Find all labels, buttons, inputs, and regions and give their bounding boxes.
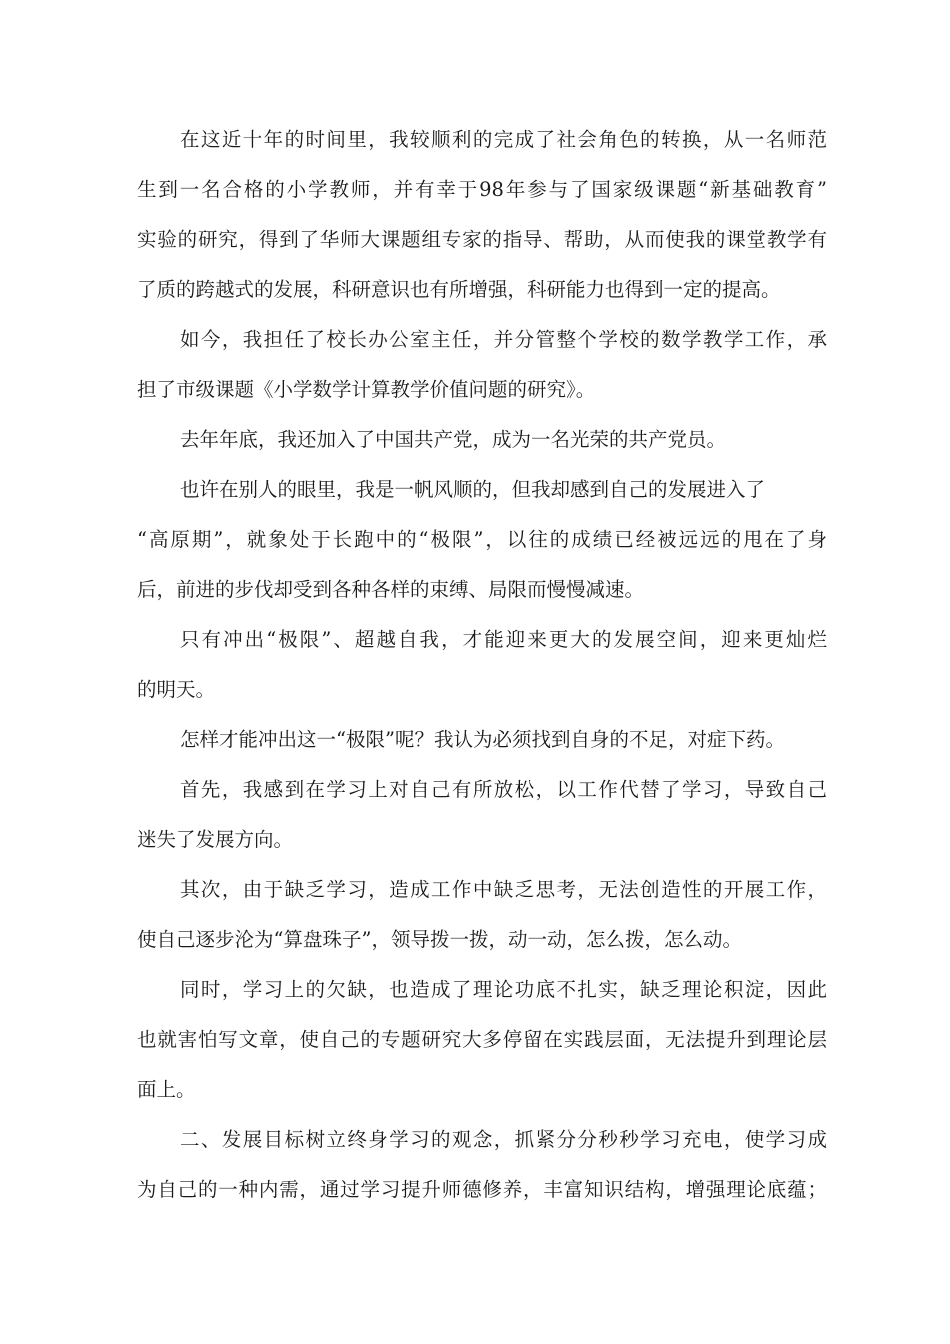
text-line: 后，前进的步伐却受到各种各样的束缚、局限而慢慢减速。 xyxy=(137,578,645,601)
text-line: 如今，我担任了校长办公室主任，并分管整个学校的数学教学工作，承 xyxy=(180,328,827,351)
text-line: 为自己的一种内需，通过学习提升师德修养，丰富知识结构，增强理论底蕴； xyxy=(137,1178,827,1201)
text-line: 其次，由于缺乏学习，造成工作中缺乏思考，无法创造性的开展工作， xyxy=(180,878,827,901)
text-line: 二、发展目标树立终身学习的观念，抓紧分分秒秒学习充电，使学习成 xyxy=(180,1128,827,1151)
text-line: 的明天。 xyxy=(137,678,216,701)
text-line: 怎样才能冲出这一“极限”呢？我认为必须找到自身的不足，对症下药。 xyxy=(180,728,785,751)
text-line: 了质的跨越式的发展，科研意识也有所增强，科研能力也得到一定的提高。 xyxy=(137,278,781,301)
text-line: 担了市级课题《小学数学计算教学价值问题的研究》。 xyxy=(137,378,596,401)
text-line: 也就害怕写文章，使自己的专题研究大多停留在实践层面，无法提升到理论层 xyxy=(137,1028,827,1051)
text-line: “高原期”，就象处于长跑中的“极限”，以往的成绩已经被远远的甩在了身 xyxy=(137,528,827,551)
text-line: 迷失了发展方向。 xyxy=(137,828,294,851)
text-line: 也许在别人的眼里，我是一帆风顺的，但我却感到自己的发展进入了 xyxy=(180,478,766,501)
text-line: 面上。 xyxy=(137,1078,196,1101)
text-line: 首先，我感到在学习上对自己有所放松，以工作代替了学习，导致自己 xyxy=(180,778,827,801)
text-line: 使自己逐步沦为“算盘珠子”，领导拨一拨，动一动，怎么拨，怎么动。 xyxy=(137,928,742,951)
text-line: 只有冲出“极限”、超越自我，才能迎来更大的发展空间，迎来更灿烂 xyxy=(180,628,827,651)
text-line: 去年年底，我还加入了中国共产党，成为一名光荣的共产党员。 xyxy=(180,428,727,451)
text-line: 同时，学习上的欠缺，也造成了理论功底不扎实，缺乏理论积淀，因此 xyxy=(180,978,827,1001)
text-line: 生到一名合格的小学教师，并有幸于98年参与了国家级课题“新基础教育” xyxy=(137,178,827,201)
text-line: 在这近十年的时间里，我较顺利的完成了社会角色的转换，从一名师范 xyxy=(180,128,827,151)
text-line: 实验的研究，得到了华师大课题组专家的指导、帮助，从而使我的课堂教学有 xyxy=(137,228,827,251)
